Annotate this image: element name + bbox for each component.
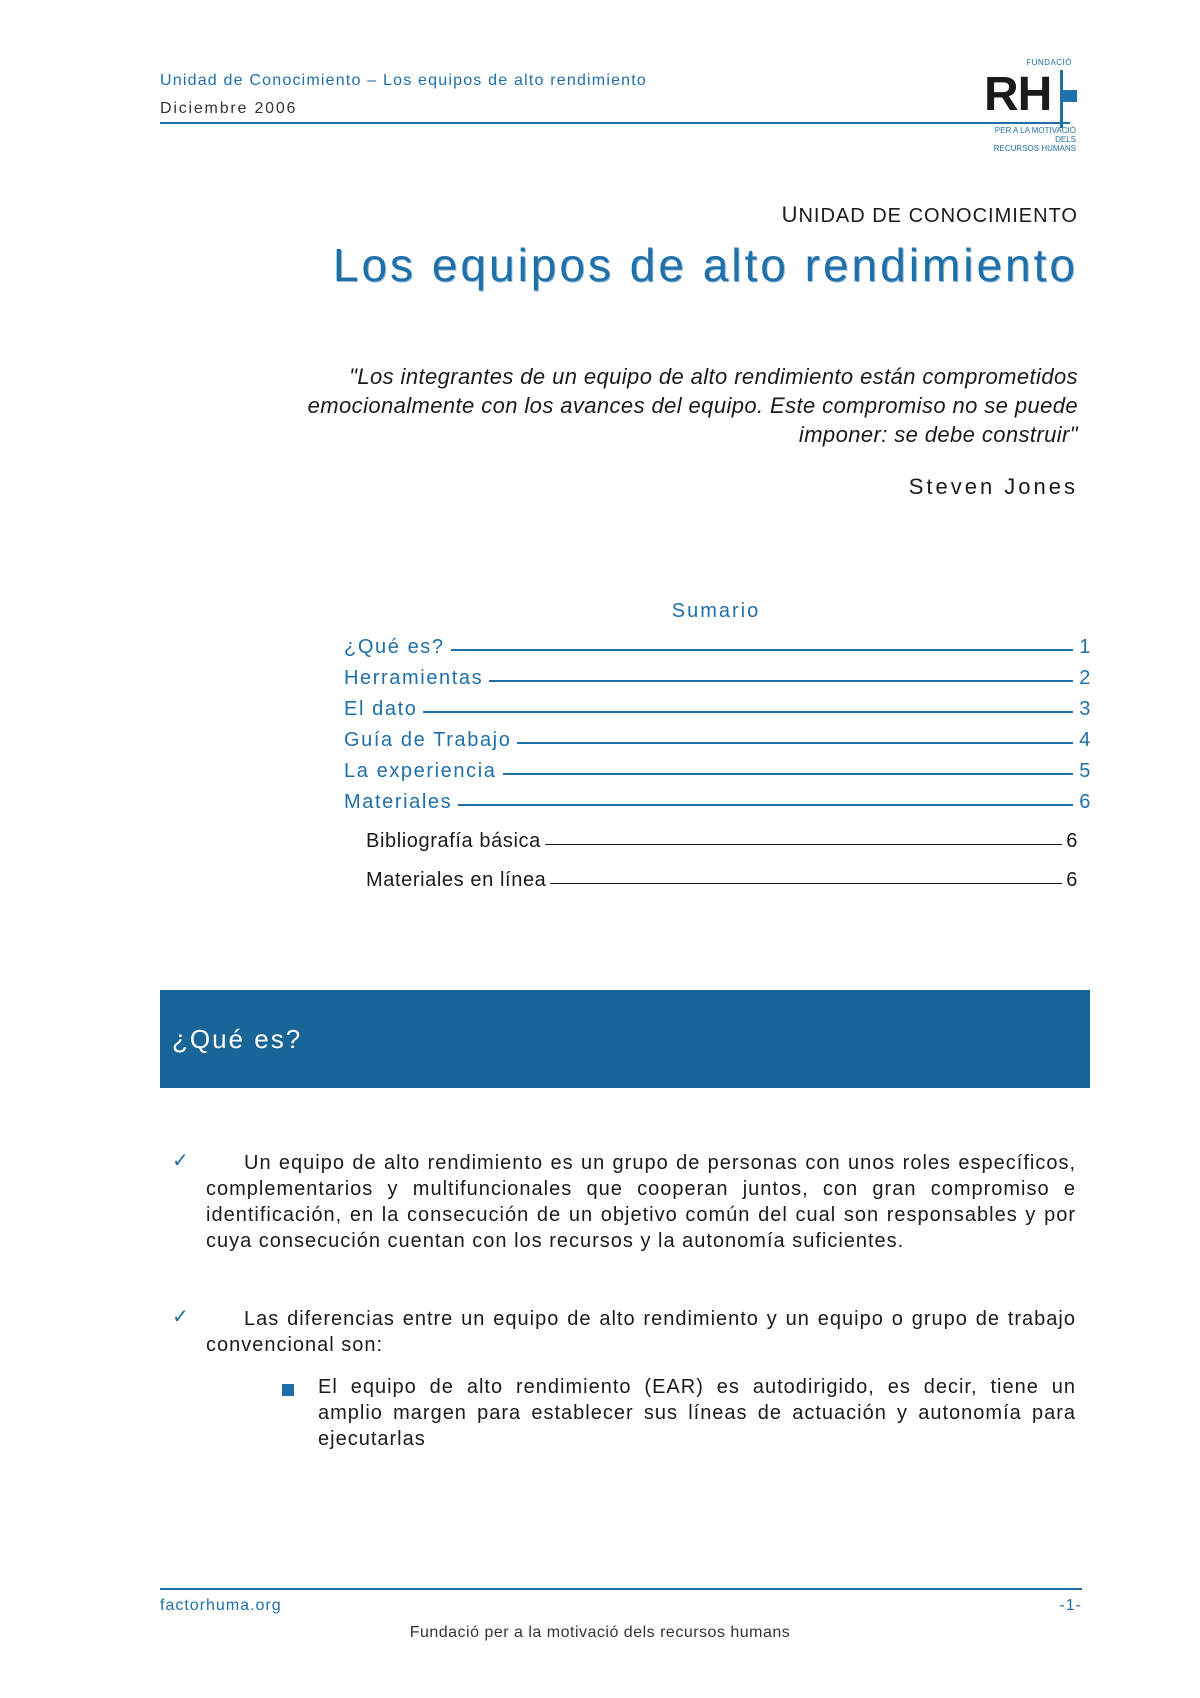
checkmark-icon: ✓: [172, 1306, 189, 1328]
toc-subitem-bibliografia[interactable]: [366, 830, 1078, 853]
footer-page-number: -1-: [1059, 1597, 1082, 1614]
toc-item-label: Herramientas: [344, 667, 484, 689]
toc-subitem-label: Bibliografía básica: [366, 830, 541, 852]
footer-website-link[interactable]: factorhuma.org: [160, 1597, 282, 1614]
toc-item-label: El dato: [344, 698, 418, 720]
paragraph-definition: Un equipo de alto rendimiento es un grupo de personas con unos roles específicos, complementarios y multifuncionales que cooperan juntos, con gran compromiso e identificación, en la consecución de un objetivo común del cual son responsables y por cuya consecución cuentan con los recursos y la autonomía suficientes.: [206, 1152, 1076, 1252]
toc-leader: [451, 649, 1074, 651]
rh-foundation-logo: [970, 50, 1080, 153]
paragraph-differences: Las diferencias entre un equipo de alto rendimiento y un equipo o grupo de trabajo convencional son:: [206, 1308, 1076, 1356]
toc-item-el-dato[interactable]: [344, 698, 1092, 721]
logo-square: [1063, 90, 1077, 102]
document-kicker: [782, 202, 1078, 228]
logo-fundacio-text: FUNDACIÓ: [1026, 58, 1072, 67]
toc-item-que-es[interactable]: [344, 636, 1092, 659]
toc-item-la-experiencia[interactable]: [344, 760, 1092, 783]
summary-heading: Sumario: [671, 600, 761, 622]
header-document-title: Unidad de Conocimiento – Los equipos de alto rendimiento: [160, 72, 648, 89]
toc-item-page: 1: [1079, 636, 1092, 658]
toc-item-herramientas[interactable]: [344, 667, 1092, 690]
toc-subitem-page: 6: [1066, 869, 1078, 891]
toc-leader: [458, 804, 1073, 806]
header-date: Diciembre 2006: [160, 100, 298, 117]
toc-subitem-page: 6: [1066, 830, 1078, 852]
toc-item-page: 2: [1079, 667, 1092, 689]
kicker-rest: NIDAD DE CONOCIMIENTO: [798, 205, 1078, 227]
toc-leader: [550, 883, 1062, 884]
toc-item-label: ¿Qué es?: [344, 636, 445, 658]
toc-leader: [503, 773, 1074, 775]
toc-leader: [517, 742, 1073, 744]
square-bullet-icon: [282, 1384, 294, 1396]
logo-rh-mark: RH: [984, 68, 1052, 121]
toc-subitem-materiales-en-linea[interactable]: [366, 869, 1078, 892]
logo-subtitle-line1: PER A LA MOTIVACIÓ DELS: [994, 126, 1076, 144]
toc-leader: [423, 711, 1073, 713]
toc-item-page: 6: [1079, 791, 1092, 813]
toc-leader: [545, 844, 1062, 845]
epigraph-quote: "Los integrantes de un equipo de alto rendimiento están comprometidos emocionalmente con los avances del equipo. Este compromiso no se puede imponer: se debe construir": [307, 364, 1078, 447]
epigraph-author: Steven Jones: [908, 474, 1078, 499]
toc-leader: [489, 680, 1073, 682]
toc-item-page: 4: [1079, 729, 1092, 751]
toc-item-materiales[interactable]: [344, 791, 1092, 814]
document-title: Los equipos de alto rendimiento: [332, 239, 1078, 291]
toc-item-label: La experiencia: [344, 760, 497, 782]
toc-item-label: Materiales: [344, 791, 453, 813]
checkmark-icon: ✓: [172, 1150, 189, 1172]
toc-item-guia-de-trabajo[interactable]: [344, 729, 1092, 752]
toc-subitem-label: Materiales en línea: [366, 869, 547, 891]
kicker-initial: U: [781, 202, 799, 227]
section-heading: ¿Qué es?: [172, 1024, 303, 1054]
bullet-item-ear: El equipo de alto rendimiento (EAR) es autodirigido, es decir, tiene un amplio margen para establecer sus líneas de actuación y autonomía para ejecutarlas: [318, 1376, 1076, 1450]
toc-item-label: Guía de Trabajo: [344, 729, 512, 751]
logo-subtitle-line2: RECURSOS HUMANS: [993, 144, 1076, 153]
footer-divider: [160, 1588, 1082, 1590]
footer-organization: Fundació per a la motivació dels recursos humans: [409, 1624, 791, 1641]
logo-subtitle: [980, 126, 1076, 153]
header-divider: [160, 122, 1070, 124]
toc-item-page: 3: [1079, 698, 1092, 720]
toc-item-page: 5: [1079, 760, 1092, 782]
